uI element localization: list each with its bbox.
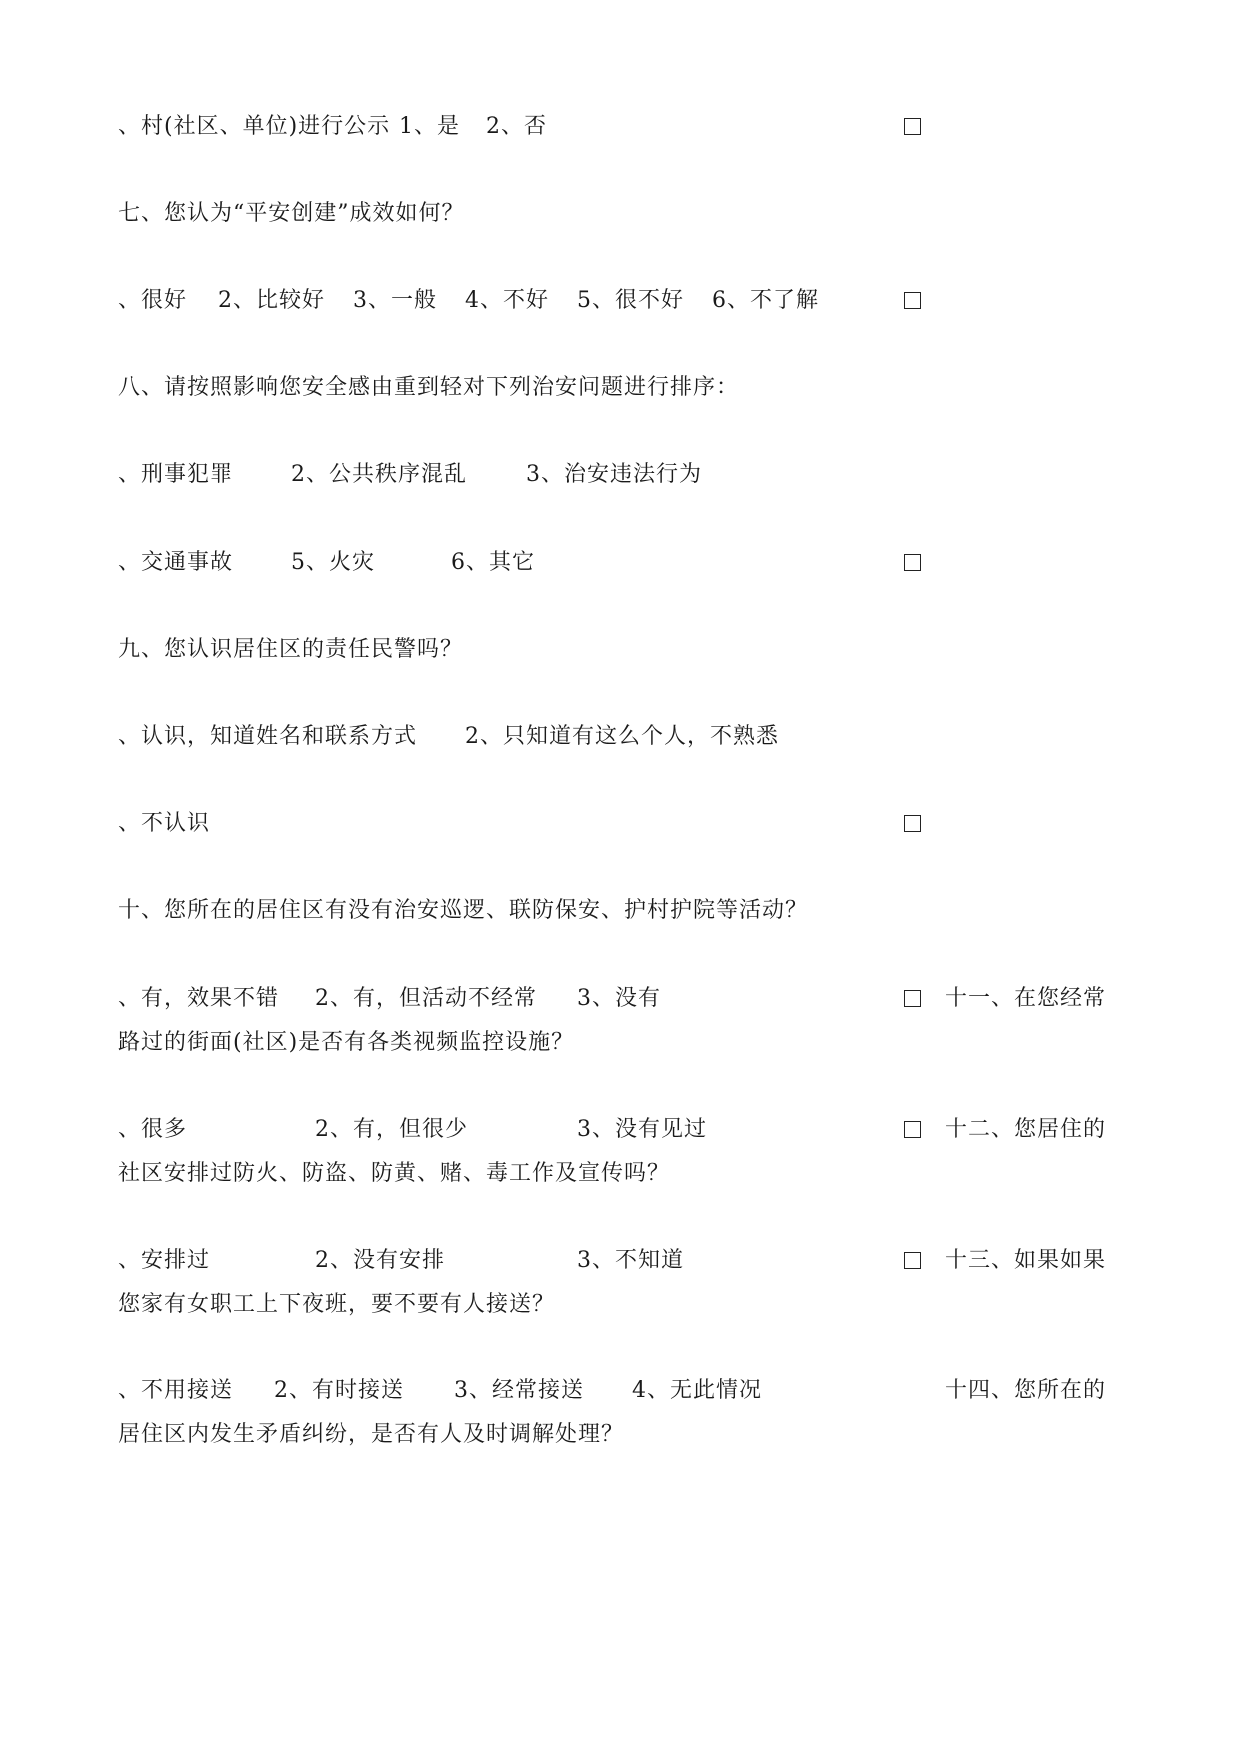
question-14-continued: 居住区内发生矛盾纠纷，是否有人及时调解处理？ <box>118 1422 625 1447</box>
answer-checkbox[interactable] <box>904 1252 921 1269</box>
option-no: 2、否 <box>486 114 547 139</box>
answer-line-q11 <box>118 1113 1128 1147</box>
option-2: 2、有，但很少 <box>315 1117 468 1142</box>
answer-line-q13 <box>118 1374 1128 1408</box>
question-9: 九、您认识居住区的责任民警吗？ <box>118 637 464 662</box>
option-yes: 1、是 <box>399 114 460 139</box>
answer-line-q7 <box>118 284 819 318</box>
option-5: 5、很不好 <box>577 288 684 313</box>
answer-checkbox[interactable] <box>904 118 921 135</box>
answer-checkbox[interactable] <box>904 554 921 571</box>
question-13-start: 十三、如果如果 <box>945 1248 1107 1273</box>
answer-checkbox[interactable] <box>904 1121 921 1138</box>
answer-line-q9-b <box>118 807 211 841</box>
option-1: 、很多 <box>118 1117 188 1142</box>
option-3: 3、经常接送 <box>454 1378 584 1403</box>
answer-checkbox[interactable] <box>904 990 921 1007</box>
answer-line-q6 <box>118 110 547 144</box>
question-10: 十、您所在的居住区有没有治安巡逻、联防保安、护村护院等活动？ <box>118 898 809 923</box>
question-13-continued: 您家有女职工上下夜班，要不要有人接送？ <box>118 1292 556 1317</box>
option-2: 2、比较好 <box>218 288 325 313</box>
option-3: 、不认识 <box>118 811 211 836</box>
option-3: 3、没有 <box>577 986 661 1011</box>
option-2: 2、公共秩序混乱 <box>291 462 467 487</box>
option-4: 4、无此情况 <box>632 1378 762 1403</box>
answer-line-q8-a <box>118 458 702 492</box>
option-4: 4、不好 <box>465 288 549 313</box>
option-3: 3、不知道 <box>577 1248 684 1273</box>
option-1: 、认识，知道姓名和联系方式 <box>118 724 418 749</box>
question-11-start: 十一、在您经常 <box>945 986 1107 1011</box>
option-2: 2、有时接送 <box>274 1378 404 1403</box>
option-3: 3、没有见过 <box>577 1117 707 1142</box>
question-14-start: 十四、您所在的 <box>945 1378 1107 1403</box>
answer-line-q12 <box>118 1244 1128 1278</box>
answer-line-q9-a <box>118 720 779 754</box>
option-1: 、刑事犯罪 <box>118 462 234 487</box>
option-6: 6、不了解 <box>712 288 819 313</box>
option-1: 、不用接送 <box>118 1378 234 1403</box>
question-12-start: 十二、您居住的 <box>945 1117 1107 1142</box>
option-2: 2、没有安排 <box>315 1248 445 1273</box>
question-12-continued: 社区安排过防火、防盗、防黄、赌、毒工作及宣传吗？ <box>118 1161 671 1186</box>
option-3: 3、一般 <box>353 288 437 313</box>
answer-checkbox[interactable] <box>904 292 921 309</box>
option-1: 、有，效果不错 <box>118 986 280 1011</box>
option-1: 、很好 <box>118 288 188 313</box>
question-8: 八、请按照影响您安全感由重到轻对下列治安问题进行排序： <box>118 375 740 400</box>
option-4: 、交通事故 <box>118 550 234 575</box>
answer-line-q10 <box>118 982 1128 1016</box>
option-3: 3、治安违法行为 <box>526 462 702 487</box>
option-5: 5、火灾 <box>291 550 375 575</box>
option-1: 、安排过 <box>118 1248 211 1273</box>
answer-checkbox[interactable] <box>904 815 921 832</box>
option-6: 6、其它 <box>451 550 535 575</box>
option-publicize: 、村(社区、单位)进行公示 <box>118 114 391 139</box>
option-2: 2、只知道有这么个人，不熟悉 <box>465 724 779 749</box>
option-2: 2、有，但活动不经常 <box>315 986 537 1011</box>
answer-line-q8-b <box>118 546 535 580</box>
question-11-continued: 路过的街面(社区)是否有各类视频监控设施？ <box>118 1030 575 1055</box>
question-7: 七、您认为“平安创建”成效如何？ <box>118 201 465 226</box>
